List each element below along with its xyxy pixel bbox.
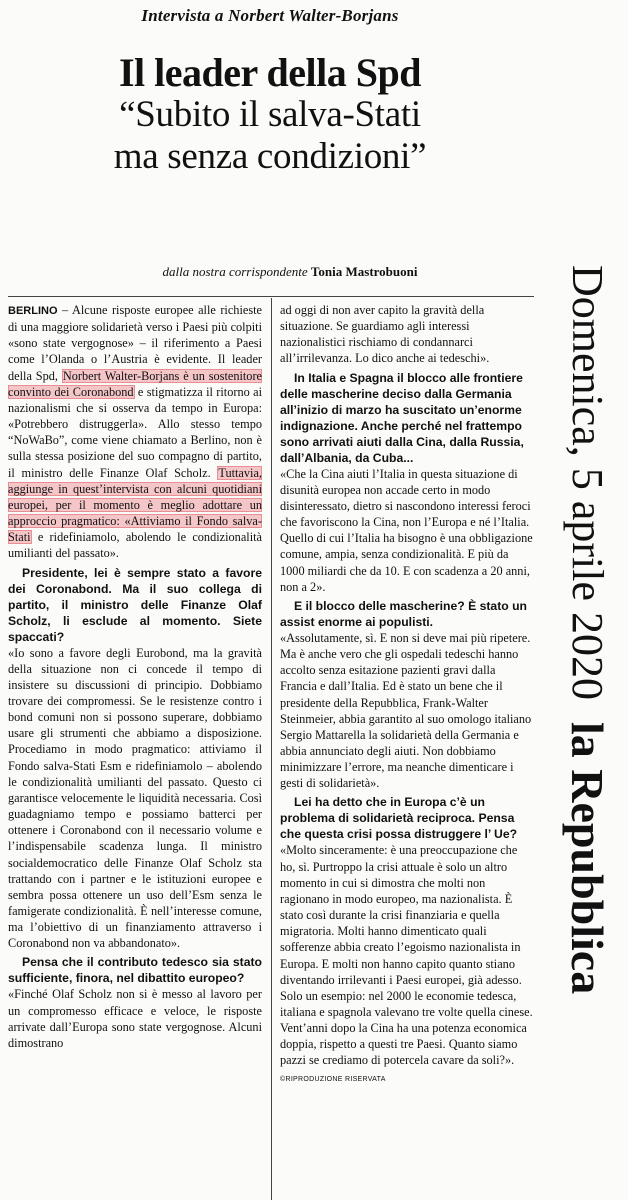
headline-line-3: ma senza condizioni”	[113, 136, 427, 177]
answer-5	[280, 842, 534, 1087]
newspaper-name: la Repubblica	[562, 721, 614, 995]
answer-4: «Assolutamente, sì. E non si deve mai più ripetere. Ma è anche vero che gli ospedali tedeschi hanno accolto senza esitazione pazienti gravi dalla Francia e dall’Italia. Ed è stato un bene che il presidente della Repubblica, Frank-Walter Steinmeier, abbia garantito al suo omologo italiano Sergio Mattarella la solidarietà della Germania e abbia annunciato degli aiuti. Non dobbiamo minimizzare l’errore, ma neanche dimenticare i gesti di solidarietà».	[280, 630, 532, 791]
dateline: BERLINO	[8, 305, 58, 317]
kicker: Intervista a Norbert Walter-Borjans	[141, 6, 399, 25]
byline-prefix: dalla nostra corrispondente	[162, 264, 308, 279]
answer-5-text: «Molto sinceramente: è una preoccupazione che ho, sì. Purtroppo la crisi attuale è solo un altro momento in cui si dimostra che molti non ragionano in modo europeo, ma nazionalista. È stato così durante la crisi finanziaria e quella migratoria. Molti hanno dimenticato quali sofferenze abbia creato l’egoismo nazionalista in Europa. E molti non hanno capito quanto stiano diventando irrilevanti i Paesi europei, già adesso. Solo un esempio: nel 2000 le economie tedesca, italiana e spagnola valevano tre volte quella cinese. Vent’anni dopo la Cina ha una potenza economica doppia, rispetto a questi tre Paesi. Quanto siamo pazzi se crediamo di potercela cavare da soli?».	[280, 843, 533, 1068]
side-strip-text	[553, 265, 623, 1000]
question-5: Lei ha detto che in Europa c’è un problema di solidarietà reciproca. Pensa che questa crisi possa distruggere l’ Ue?	[280, 795, 518, 842]
lead-text-a: – Alcune risposte europee alle richieste di una maggiore solidarietà verso i Paesi più colpiti «sono state vergognose» – il riferimento a Paesi come l’Olanda o l’Austria è evidente. Il leader della Spd,	[8, 303, 262, 383]
headline-line-1: Il leader della Spd	[118, 50, 422, 95]
byline-author: Tonia Mastrobuoni	[310, 264, 418, 279]
column-divider	[271, 298, 272, 1200]
lead-text-c: e ridefiniamolo, abolendo le condizionalità umilianti del passato».	[8, 530, 262, 561]
copyright-notice: ©RIPRODUZIONE RISERVATA	[280, 1075, 386, 1083]
article-column-2	[280, 302, 534, 1200]
lead-text-b: e stigmatizza il ritorno ai nazionalismi che si osserva da tempo in Europa: «Potrebbero distruggerla». Allo stesso tempo “NoWaBo”, come viene chiamato a Berlino, non è sulla stessa posizione del suo compagno di partito, il ministro delle Finanze Olaf Scholz.	[8, 384, 262, 480]
lead-paragraph	[8, 302, 262, 562]
highlight-2: Tuttavia, aggiunge in quest’intervista con alcuni quotidiani europei, per il momento è meglio adottare un approccio pragmatico: «Attiviamo il Fondo salva-Stati	[8, 465, 262, 545]
question-3: In Italia e Spagna il blocco alle frontiere delle mascherine deciso dalla Germania all’inizio di marzo ha suscitato un’enorme indignazione. Anche perché nel frattempo sono arrivati aiuti dalla Cina, dalla Russia, dall’Albania, da Cuba...	[280, 370, 524, 465]
headline-line-2: “Subito il salva-Stati	[119, 94, 421, 135]
answer-2: «Finché Olaf Scholz non si è messo al lavoro per un compromesso efficace e veloce, le risposte arrivate dall’Europa sono state vergognose. Alcuni dimostrano	[8, 987, 262, 1050]
answer-3: «Che la Cina aiuti l’Italia in questa situazione di disunità europea non accade certo in modo disinteressato, dietro si nascondono interessi feroci che favoriscono la Cina, non l’Europa e né l’Italia. Quello di cui l’Italia ha bisogno è una obbligazione comune, ampia, senza condizionalità. E più da 1000 miliardi che da 10. E con scadenza a 20 anni, non a 2».	[280, 466, 533, 594]
headline	[0, 52, 540, 178]
question-4: E il blocco delle mascherine? È stato un assist enorme ai populisti.	[280, 598, 527, 629]
answer-1: «Io sono a favore degli Eurobond, ma la gravità della situazione non ci concede il tempo di insistere su discussioni di principio. Dobbiamo trovare dei compromessi. Se le resistenze contro i bond comuni non si possono superare, dobbiamo usare gli strumenti che abbiamo a disposizione. Procediamo in modo pragmatico: attiviamo il Fondo salva-Stati Esm e ridefiniamolo – abolendo le condizionalità umilianti del passato. Questo ci garantisce velocemente le liquidità necessaria. Così guadagniamo tempo e possiamo batterci per ottenere i Coronabond con il necessario volume e l’indispensabile scadenza lunga. Il ministro socialdemocratico delle Finanze Olaf Scholz sta trattando con i partner e le istituzioni europee e sembra possa ottenere un uso dell’Esm senza le famigerate condizionalità. È nell’interesse comune, ma l’obiettivo di un finanziamento attraverso i Coronabond non va abbandonato».	[8, 645, 262, 951]
article-column-1	[8, 302, 262, 1200]
top-divider	[8, 296, 534, 297]
issue-date: Domenica, 5 aprile 2020	[563, 265, 613, 700]
answer-2-continued: ad oggi di non aver capito la gravità della situazione. Se guardiamo agli interessi nazionalistici rischiamo di condannarci all’irrilevanza. Lo dico anche ai tedeschi».	[280, 303, 490, 366]
highlight-1: Norbert Walter-Borjans è un sostenitore convinto dei Coronabond	[8, 368, 262, 399]
byline	[40, 264, 540, 280]
question-2: Pensa che il contributo tedesco sia stato sufficiente, finora, nel dibattito europeo?	[8, 955, 262, 986]
question-1: Presidente, lei è sempre stato a favore dei Coronabond. Ma il suo collega di partito, il ministro delle Finanze Olaf Scholz, li esclude al momento. Siete spaccati?	[8, 565, 262, 644]
side-strip	[552, 265, 626, 1000]
